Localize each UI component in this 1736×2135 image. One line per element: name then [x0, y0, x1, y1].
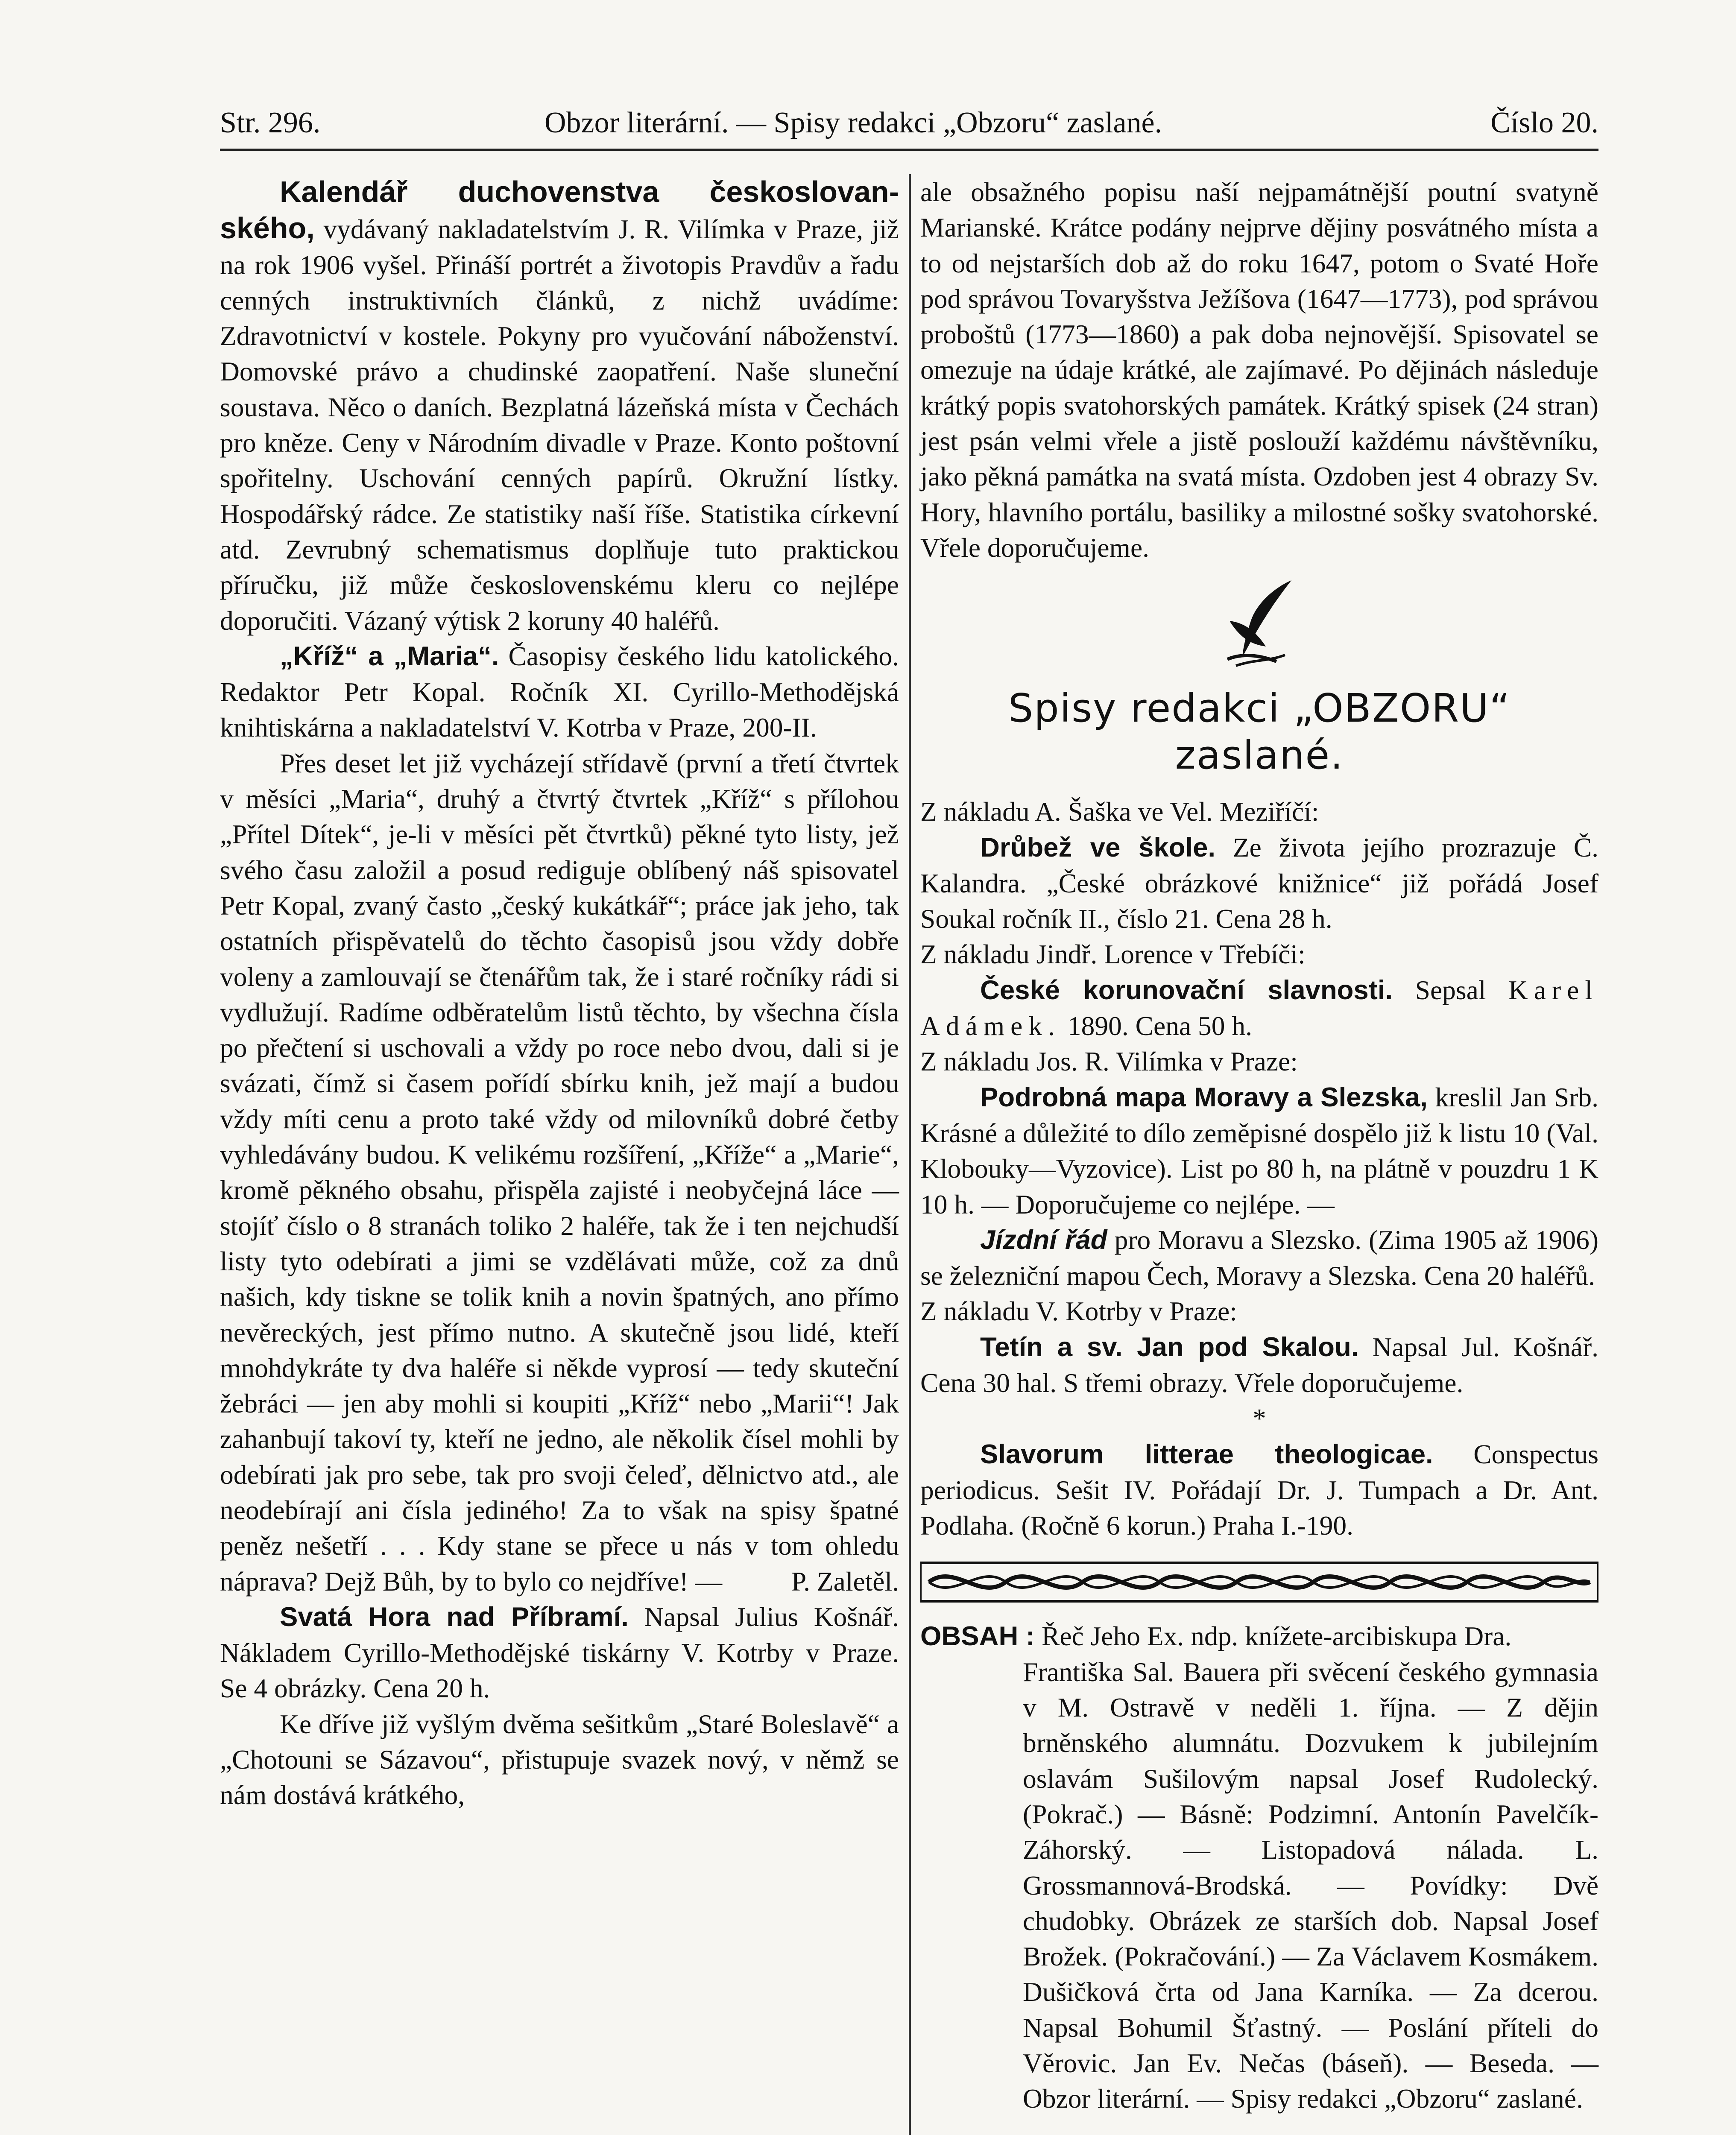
listing-text: kreslil Jan Srb. Krásné a důležité to dílo zeměpisné dospělo již k listu 10 (Val. Klobouky—Vyzovice). List po 80 h, na plátně v pouzdru 1 K 10 h. — Doporučujeme co nejlépe. — — [920, 1082, 1599, 1220]
leaf-ornament — [920, 570, 1598, 668]
review-kriz-maria — [220, 638, 899, 746]
review-body-text: Přes deset let již vycházejí střídavě (první a třetí čtvrtek v měsíci „Maria“, druhý a čtvrtý čtvrtek „Kříž“ s přílohou „Přítel Dítek“, je-li v měsíci pět čtvrtků) pěkné tyto listy, jež svého času založil a posud rediguje oblíbený náš spisovatel Petr Kopal, zvaný často „český kukátkář“; práce jak jeho, tak ostatních přispěvatelů do těchto časopisů jsou vždy dobře voleny a zamlouvají se čtenářům tak, že i staré ročníky rádi si vydlužují. Radíme odběratelům listů těchto, by všechna čísla po přečtení si uschovali a vždy po roce nebo dvou, dali si je svázati, čímž si časem pořídí sbírku knih, jež mají a budou vždy míti cenu a proto také vždy od milovníků dobré četby vyhledávány budou. K velikému rozšíření, „Kříže“ a „Marie“, kromě pěkného obsahu, přispěla zajisté i neobyčejná láce — stojíť číslo o 8 stranách toliko 2 haléře, tak že i ten nejchudší listy tyto odebírati a jimi se vzdělávati může, což za dnů našich, kdy tiskne se tolik knih a novin špatných, ano přímo nevěreckých, jest přímo nutno. A skutečně jsou lidé, kteří mnohdykráte ty dva haléře si někde vyprosí — tedy skuteční žebráci — jen aby mohli si koupiti „Kříž“ nebo „Marii“! Jak zahanbují takoví ty, kteří ne jedno, ale několik čísel mohli by odebírati jak pro sebe, tak pro svoji čeleď, dělnictvo atd., ale neodebírají ani čísla jediného! Za to však na spisy špatné peněz nešetří . . . Kdy stane se přece u nás v tom ohledu náprava? Dejž Bůh, by to bylo co nejdříve! — — [220, 748, 899, 1597]
review-body — [220, 1706, 899, 1813]
listing-jizdni-rad — [920, 1222, 1598, 1294]
listing-slavorum — [920, 1436, 1598, 1544]
review-text: Časopisy českého lidu katolického. Redaktor Petr Kopal. Ročník XI. Cyrillo-Methodějská knihtiskárna a nakladatelství V. Kotrba v Praze, 200-II. — [220, 640, 899, 743]
listing-title: Slavorum litterae theologicae. — [980, 1439, 1433, 1469]
running-title: Obzor literární. — Spisy redakci „Obzoru“ zaslané. — [545, 106, 1162, 139]
review-title: Kalendář duchovenstva českoslovan-ského, — [220, 175, 899, 245]
listing-text: Sepsal — [1415, 974, 1486, 1005]
listing-drubez — [920, 830, 1598, 937]
publisher-line: Z nákladu V. Kotrby v Praze: — [920, 1296, 1237, 1327]
review-signature: P. Zaletěl. — [791, 1566, 899, 1597]
listing-title: Tetín a sv. Jan pod Skalou. — [980, 1332, 1359, 1362]
listing-title: Podrobná mapa Moravy a Slezska, — [980, 1082, 1428, 1112]
leaf-ornament-icon — [1217, 570, 1302, 668]
listing-korunovacni — [920, 972, 1598, 1044]
listing-title: Jízdní řád — [980, 1225, 1107, 1255]
review-continuation: ale obsažného popisu naší nejpamátnější poutní svatyně Marianské. Krátce podány nejprve dějiny posvátného místa a to od nejstarších dob až do roku 1647, potom o Svaté Hoře pod správou Tovaryšstva Ježíšova (1647—1773), pod správou proboštů (1773—1860) a pak doba nejnovější. Spisovatel se omezuje na údaje krátké, ale zajímavé. Po dějinách následuje krátký popis svatohorských památek. Krátký spisek (24 stran) jest psán velmi vřele a jistě poslouží každému návštěvníku, jako pěkná památka na svatá místa. Ozdoben jest 4 obrazy Sv. Hory, hlavního portálu, basiliky a milostné sošky svatohorské. Vřele doporučujeme. — [920, 177, 1598, 563]
contents-first-line — [920, 1618, 1598, 1654]
review-body-text: Ke dříve již vyšlým dvěma sešitkům „Staré Boleslavě“ a „Chotouni se Sázavou“, přistupuje svazek nový, v němž se nám dostává krátkého, — [220, 1708, 899, 1810]
decorative-border-icon — [920, 1559, 1598, 1606]
decorative-border — [920, 1559, 1598, 1606]
contents-list: Františka Sal. Bauera při svěcení českého gymnasia v M. Ostravě v neděli 1. října. — Z dějin brněnského alumnátu. Dozvukem k jubilejním oslavám Sušilovým napsal Josef Rudolecký. (Pokrač.) — Básně: Podzimní. Antonín Pavelčík-Záhorský. — Listopadová nálada. L. Grossmannová-Brodská. — Povídky: Dvě chudobky. Obrázek ze starších dob. Napsal Josef Brožek. (Pokračování.) — Za Václavem Kosmákem. Dušičková črta od Jana Karníka. — Za dcerou. Napsal Bohumil Šťastný. — Poslání příteli do Věrovic. Jan Ev. Nečas (báseň). — Beseda. — Obzor literární. — Spisy redakci „Obzoru“ zaslané. — [1023, 1656, 1598, 2114]
review-body — [220, 746, 899, 1599]
left-column — [220, 174, 899, 1813]
review-text: Napsal Julius Košnář. Nákladem Cyrillo-Methodějské tiskárny V. Kotrby v Praze. Se 4 obrázky. Cena 20 h. — [220, 1601, 899, 1704]
listing-text: 1890. Cena 50 h. — [1067, 1011, 1252, 1041]
publisher-line: Z nákladu A. Šaška ve Vel. Meziříčí: — [920, 796, 1319, 827]
review-title: Svatá Hora nad Příbramí. — [280, 1602, 629, 1632]
issue-number: Číslo 20. — [1490, 106, 1598, 139]
section-title: Spisy redakci „OBZORU“ zaslané. — [1008, 685, 1511, 778]
listing-tetin — [920, 1329, 1598, 1401]
contents-text: Řeč Jeho Ex. ndp. knížete-arcibiskupa Dra. — [1041, 1620, 1512, 1651]
listing-mapa — [920, 1079, 1598, 1222]
separator-star: * — [1253, 1403, 1266, 1434]
listing-author: Karel Adámek. — [920, 974, 1598, 1041]
review-svata-hora — [220, 1599, 899, 1706]
listing-text: pro Moravu a Slezsko. (Zima 1905 až 1906) se železniční mapou Čech, Moravy a Slezska. Cena 20 haléřů. — [920, 1224, 1598, 1291]
listing-text: Conspectus periodicus. Sešit IV. Pořádají Dr. J. Tumpach a Dr. Ant. Podlaha. (Ročně 6 korun.) Praha I.-190. — [920, 1439, 1599, 1541]
publisher-line: Z nákladu Jos. R. Vilímka v Praze: — [920, 1046, 1298, 1077]
review-text: vydávaný nakladatelstvím J. R. Vilímka v Praze, již na rok 1906 vyšel. Přináší portrét a životopis Pravdův a řadu cenných instruktivních článků, z nichž uvádíme: Zdravotnictví v kostele. Pokyny pro vyučování náboženství. Domovské právo a chudinské zaopatření. Naše sluneční soustava. Něco o daních. Bezplatná lázeňská místa v Čechách pro kněze. Ceny v Národním divadle v Praze. Konto poštovní spořitelny. Uschování cenných papírů. Okružní lístky. Hospodářský rádce. Ze statistiky naší říše. Statistika církevní atd. Zevrubný schematismus doplňuje tuto praktickou příručku, již může československému kleru co nejlépe doporučiti. Vázaný výtisk 2 koruny 40 haléřů. — [220, 214, 899, 636]
listing-text: Ze života jejího prozrazuje Č. Kalandra. „České obrázkové knižnice“ již pořádá Josef Soukal ročník II., číslo 21. Cena 28 h. — [920, 832, 1599, 934]
listing-title: Drůbež ve škole. — [980, 832, 1216, 863]
listing-title: České korunovační slavnosti. — [980, 975, 1393, 1005]
listing-text: Napsal Jul. Košnář. Cena 30 hal. S třemi obrazy. Vřele doporučujeme. — [920, 1331, 1598, 1398]
running-header — [220, 102, 1598, 151]
page-number: Str. 296. — [220, 106, 321, 139]
column-divider — [909, 174, 911, 2135]
right-column — [920, 174, 1598, 2117]
review-kalendar — [220, 174, 899, 638]
contents-label: OBSAH : — [920, 1621, 1035, 1651]
publisher-line: Z nákladu Jindř. Lorence v Třebíči: — [920, 939, 1306, 970]
review-title: „Kříž“ a „Maria“. — [280, 641, 499, 671]
